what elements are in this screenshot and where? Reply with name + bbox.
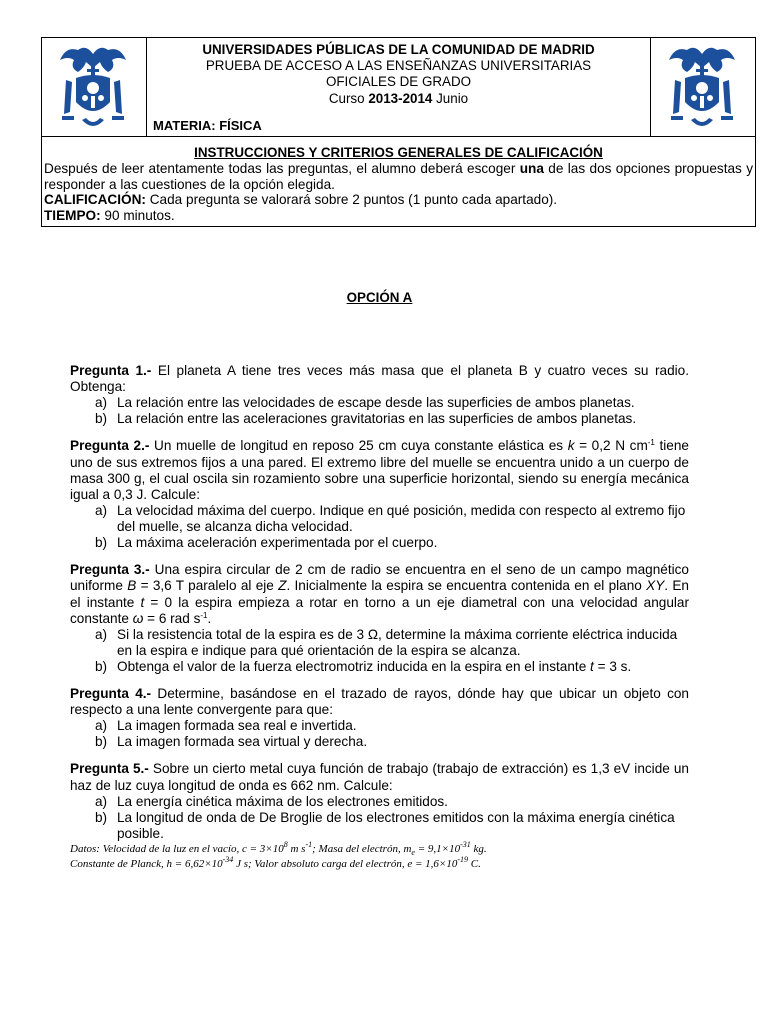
q5-a-text: La energía cinética máxima de los electrones emitidos. [117,793,448,809]
instructions-text-bold: una [519,161,544,176]
q3-item-b [70,659,689,675]
item-label-b: b) [95,809,108,825]
datos-line-2 [70,854,689,872]
instructions-text-2: de las dos opciones propuestas y responder a las cuestiones de la opción elegida. [44,161,753,192]
item-label-b: b) [95,659,108,675]
q2-item-a [70,503,689,535]
q3-b-text-2: = 3 s. [593,659,632,675]
curso-year: 2013-2014 [368,91,433,106]
question-4 [70,686,689,750]
q3-label: Pregunta 3.- [70,562,150,578]
q1-b-text: La relación entre las aceleraciones gravitatorias en las superficies de ambos planetas. [117,411,637,427]
question-2 [70,438,689,551]
q2-text-1: Un muelle de longitud en reposo 25 cm cuya constante elástica es [149,438,568,454]
instructions-text [42,161,755,192]
datos-2a: Constante de Planck, h = 6,62×10 [70,857,223,870]
datos-1b: m s [287,842,306,855]
q3-omega-symbol: ω [132,610,144,626]
item-label-a: a) [95,627,108,643]
q3-XY-symbol: XY [646,578,665,594]
q4-item-b [70,734,689,750]
datos-2b-sup: -19 [457,854,469,864]
question-5 [70,761,689,871]
exam-title-line1: PRUEBA DE ACCESO A LAS ENSEÑANZAS UNIVERSITARIAS [205,58,592,73]
subject-label: MATERIA: FÍSICA [153,118,262,133]
item-label-b: b) [95,535,108,551]
item-label-a: a) [95,503,108,519]
q5-item-a [70,794,689,810]
header-top-row [42,38,755,137]
q2-a-text: La velocidad máxima del cuerpo. Indique en qué posición, medida con respecto al extremo fijo del muelle, se alcanza dicha velocidad. [117,503,686,535]
logo-left [42,38,147,136]
datos-1b-sup: -1 [305,839,313,849]
q2-label: Pregunta 2.- [70,438,150,454]
q5-item-b [70,810,689,842]
q3-text-4: . En el instante [70,578,689,610]
q3-b-text-1: Obtenga el valor de la fuerza electromotriz inducida en la espira en el instante [117,659,591,675]
datos-2a-sup: -34 [222,854,234,864]
exam-header [41,37,756,227]
datos-line-1 [70,839,689,858]
q5-label: Pregunta 5.- [70,761,149,777]
exam-body [70,290,689,872]
q1-item-a [70,395,689,411]
datos-1a: Datos: Velocidad de la luz en el vacío, c = 3×10 [70,842,284,855]
convocatoria: Junio [436,91,469,106]
q2-text-3: tiene uno de sus extremos fijos a una pared. El extremo libre del muelle se encuentra unido a un cuerpo de masa 300 g, el cual oscila sin rozamiento sobre una superficie horizontal, siendo su energía mecánica igual a 0,3 J. Calcule: [70,438,689,503]
q5-b-text: La longitud de onda de De Broglie de los electrones emitidos con la máxima energía cinética posible. [117,809,675,841]
instructions-section [42,136,755,223]
q3-sup: -1 [200,610,208,620]
item-label-b: b) [95,411,108,427]
logo-right [650,38,755,136]
university-name: UNIVERSIDADES PÚBLICAS DE LA COMUNIDAD DE MADRID [202,42,595,57]
item-label-a: a) [95,395,108,411]
q2-text-2: = 0,2 N cm [574,438,648,454]
q1-a-text: La relación entre las velocidades de escape desde las superficies de ambos planetas. [117,395,635,411]
calificacion-label: CALIFICACIÓN: [44,192,146,207]
option-title: OPCIÓN A [346,290,413,305]
q3-t-symbol: t [140,594,145,610]
q2-sup: -1 [647,438,655,448]
instructions-text-1: Después de leer atentamente todas las preguntas, el alumno deberá escoger [44,161,520,176]
question-1 [70,363,689,427]
q4-label: Pregunta 4.- [70,686,152,702]
university-crest-icon [56,42,130,132]
q3-text-6: = 6 rad s [143,610,201,626]
q3-text-1: Una espira circular de 2 cm de radio se encuentra en el seno de un campo magnético uniforme [70,562,689,594]
calificacion-line [42,192,755,208]
q3-text-2: = 3,6 T paralelo al eje [136,578,279,594]
item-label-a: a) [95,718,108,734]
curso-label: Curso [328,91,365,106]
calificacion-text: Cada pregunta se valorará sobre 2 puntos (1 punto cada apartado). [145,192,558,207]
tiempo-line [42,208,755,224]
item-label-b: b) [95,734,108,750]
q5-text: Sobre un cierto metal cuya función de trabajo (trabajo de extracción) es 1,3 eV incide un haz de luz cuya longitud de onda es 662 nm. Calcule: [70,761,689,793]
datos-1c: ; Masa del electrón, m [312,842,412,855]
q4-a-text: La imagen formada sea real e invertida. [117,718,357,734]
q1-text: El planeta A tiene tres veces más masa que el planeta B y cuatro veces su radio. Obtenga: [70,363,689,395]
q3-text-5: = 0 la espira empieza a rotar en torno a un eje diametral con una velocidad angular constante [70,594,690,626]
item-label-a: a) [95,793,108,809]
q3-text-3: . Inicialmente la espira se encuentra contenida en el plano [286,578,647,594]
datos-1d-sup: -31 [460,839,471,849]
datos-2b: J s; Valor absoluto carga del electrón, e = 1,6×10 [233,857,458,870]
q4-text: Determine, basándose en el trazado de rayos, dónde hay que ubicar un objeto con respecto a una lente convergente para que: [70,686,689,718]
course-year [146,91,651,107]
q3-Z-symbol: Z [278,578,287,594]
q2-k-symbol: k [567,438,575,454]
question-3 [70,562,689,675]
q2-item-b [70,535,689,551]
q3-text-7: . [207,610,212,626]
q3-B-symbol: B [127,578,137,594]
datos-1c-sub: e [411,848,415,858]
university-crest-icon [665,42,739,132]
q3-item-a [70,627,689,659]
exam-title-line2: OFICIALES DE GRADO [325,73,472,89]
datos-2c: C. [468,857,481,870]
q3-a-text: Si la resistencia total de la espira es de 3 Ω, determine la máxima corriente eléctrica inducida en la espira e indique para qué orientación de la espira se alcanza. [117,627,678,659]
instructions-title: INSTRUCCIONES Y CRITERIOS GENERALES DE CALIFICACIÓN [194,145,603,160]
datos-1d: = 9,1×10 [414,842,461,855]
q1-item-b [70,411,689,427]
datos-1e: kg. [470,842,487,855]
tiempo-label: TIEMPO: [44,207,101,223]
q3-b-t-symbol: t [590,659,594,675]
tiempo-text: 90 minutos. [100,207,175,223]
q1-label: Pregunta 1.- [70,363,152,378]
q2-b-text: La máxima aceleración experimentada por el cuerpo. [117,535,438,551]
q4-item-a [70,718,689,734]
q4-b-text: La imagen formada sea virtual y derecha. [117,734,368,750]
datos-1a-sup: 8 [283,839,288,849]
